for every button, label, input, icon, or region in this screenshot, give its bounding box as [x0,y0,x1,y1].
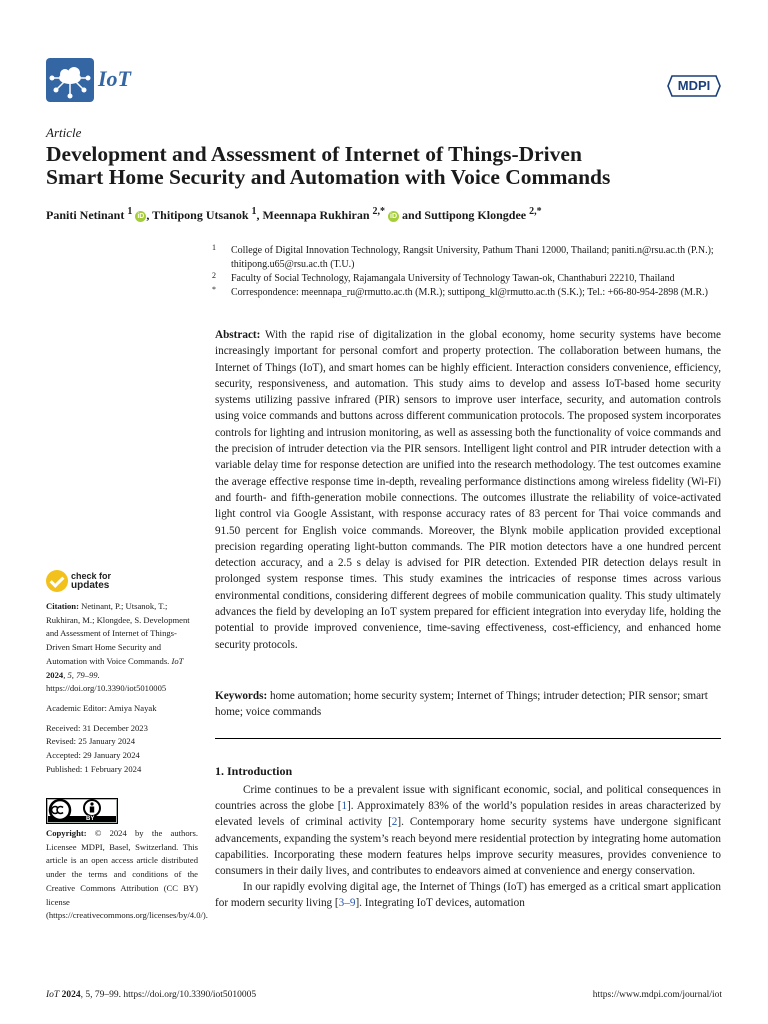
paragraph [215,879,721,911]
journal-name: IoT [98,66,131,91]
copyright-text: © 2024 by the authors. Licensee MDPI, Basel, Switzerland. This article is an open access article distributed under the terms and conditions of the Creative Commons Attribution (CC BY) license (https://creativecommons.org/licenses/by/4.0/). [46,828,208,921]
citation-volume: , 5, 79–99. [63,669,100,680]
title-line-1: Development and Assessment of Internet of Things-Driven [46,142,582,166]
affiliation-mark: 2 [212,271,216,280]
citation-doi-link[interactable]: https://doi.org/10.3390/iot5010005 [46,683,167,694]
citation-text: Netinant, P.; Utsanok, T.; Rukhiran, M.; Klongdee, S. Development and Assessment of Internet of Things-Driven Smart Home Security and Automation with Voice Commands. [46,601,190,666]
article-type: Article [46,125,82,140]
revised-date: Revised: 25 January 2024 [46,736,136,747]
mdpi-logo [666,72,722,100]
author-name: Thitipong Utsanok [152,208,249,222]
keywords-text: home automation; home security system; Internet of Things; intruder detection; PIR sensor; smart home; voice commands [215,690,708,719]
citation-link[interactable]: 2 [391,816,398,829]
author-separator: , [146,208,153,222]
affiliations [212,244,732,300]
text-run: Crime continues to be a prevalent issue with significant economic, social, and political consequences in countries across the globe [ [215,784,721,813]
publisher-name: MDPI [677,78,711,93]
article-info-sidebar [46,600,198,776]
affiliation-text: Correspondence: meennapa_ru@rmutto.ac.th (M.R.); suttipong_kl@rmutto.ac.th (S.K.); Tel.: +66-80-954-2898 (M.R.) [231,287,708,298]
text-run: ]. Contemporary home security systems have undergone significant advancements, expanding the system’s reach beyond mere residential protection by integrating home automation capabilities. Incorporating these modern features helps improve security measures, provides convenience to consumers in their daily lives, and contributes to endeavors aimed at convenience and energy conservation. [215,816,721,878]
orcid-icon[interactable]: iD [137,213,145,220]
cc-by-license-badge[interactable] [46,798,118,824]
footer-journal-url[interactable]: https://www.mdpi.com/journal/iot [592,990,722,1000]
footer-citation [46,990,256,1000]
affiliation-text: College of Digital Innovation Technology, Rangsit University, Pathum Thani 12000, Thailand; paniti.n@rsu.ac.th (P.N.); thitipong.u65@rsu.ac.th (T.U.) [231,245,714,270]
author-name: Suttipong Klongdee [424,208,527,222]
paragraph [215,782,721,879]
text-run: ]. Approximately 83% of the world’s population resides in areas characterized by elevated levels of criminal activity [ [215,800,722,829]
accepted-date: Accepted: 29 January 2024 [46,750,140,761]
citation-link[interactable]: 3–9 [338,897,356,910]
section-heading: 1. Introduction [215,764,293,778]
cc-by-icon [46,798,118,824]
author-affil: 2,* [529,206,542,217]
correspondence [212,286,732,300]
author-and: and [399,208,425,222]
author-list [46,204,746,223]
citation [46,600,198,696]
abstract-label: Abstract: [215,329,261,341]
text-run: In our rapidly evolving digital age, the Internet of Things (IoT) has emerged as a critical smart application for modern security living [ [215,881,721,910]
orcid-icon[interactable]: iD [390,213,398,220]
abstract [215,327,721,653]
keywords [215,688,721,721]
affiliation-mark: 1 [212,243,216,252]
keywords-label: Keywords: [215,690,268,702]
copyright-notice [46,827,208,923]
author-affil: 1 [251,206,257,217]
affiliation-text: Faculty of Social Technology, Rajamangala University of Technology Tawan-ok, Chanthaburi 22210, Thailand [231,273,675,284]
iot-journal-logo-icon [46,58,94,102]
author-affil: 1 [127,206,133,217]
cc-by-label: BY [86,816,95,822]
check-line-1: check for [71,571,112,581]
footer-journal: IoT [46,990,60,1000]
footer-year: 2024 [61,990,81,1000]
author-affil: 2,* [372,206,386,217]
affiliation-mark: * [212,285,216,294]
check-line-2: updates [71,580,110,591]
affiliation [212,272,732,286]
check-updates-icon [46,570,68,592]
title-line-2: Smart Home Security and Automation with Voice Commands [46,165,611,189]
footer-doi[interactable]: , 5, 79–99. https://doi.org/10.3390/iot5010005 [80,990,257,1000]
author-separator: , [256,208,263,222]
author-name: Meennapa Rukhiran [262,208,370,222]
intro-body [215,782,721,912]
received-date: Received: 31 December 2023 [46,722,148,733]
citation-journal: IoT [171,655,184,666]
academic-editor: Academic Editor: Amiya Nayak [46,702,157,713]
citation-link[interactable]: 1 [341,800,348,813]
check-for-updates-button[interactable] [46,570,166,594]
section-divider [215,738,721,739]
published-date: Published: 1 February 2024 [46,763,142,774]
affiliation [212,244,732,272]
paper-title [46,143,736,189]
citation-year: 2024 [46,669,64,680]
check-updates-label [71,572,111,590]
text-run: ]. Integrating IoT devices, automation [355,897,525,910]
abstract-text: With the rapid rise of digitalization in the global economy, home security systems have become increasingly important for personal comfort and property protection. The collaboration between humans, the Internet of Things (IoT), and smart homes can be highly efficient. Interaction considers convenience, efficiency, security, responsiveness, and automation. This study aims to develop and assess IoT-based home security systems utilizing passive infrared (PIR) sensors to improve user interface, security, and automation controls using voice commands and buttons across different communication protocols. The proposed system incorporates controls for lighting and intrusion monitoring, as well as assessing both the functionality of voice commands and the precision of intruder detection via the PIR sensors. Intelligent light control and PIR intruder detection with a variable delay time for response detection are unified into the research methodology. The test outcomes examine the average effective response time in-depth, revealing performance distinctions among wireless fidelity (Wi-Fi) and fourth- and fifth-generation mobile connections. The outcomes illustrate the reliability of voice-activated light control via Google Assistant, with response accuracy rates of 83 percent for Thai voice commands and 91.50 percent for English voice commands. Moreover, the Blynk mobile application provided exceptional precision regarding operating light-button commands. The PIR motion detectors have a one hundred percent detection accuracy, and a 2.5 s delay is advised for PIR detection. Extended PIR detection delays result in prolonged system response times. This study examines the intricacies of response times across various environmental conditions, considering different degrees of mobile communication quality. This study ultimately advances the field by developing an IoT system prepared for efficient integration into everyday life, holding the potential to provide improved convenience, time-saving effectiveness, cost-efficiency, and enhanced home security protocols. [215,329,721,651]
citation-label: Citation: [46,601,79,611]
author-name: Paniti Netinant [46,208,125,222]
copyright-label: Copyright: [46,828,87,838]
